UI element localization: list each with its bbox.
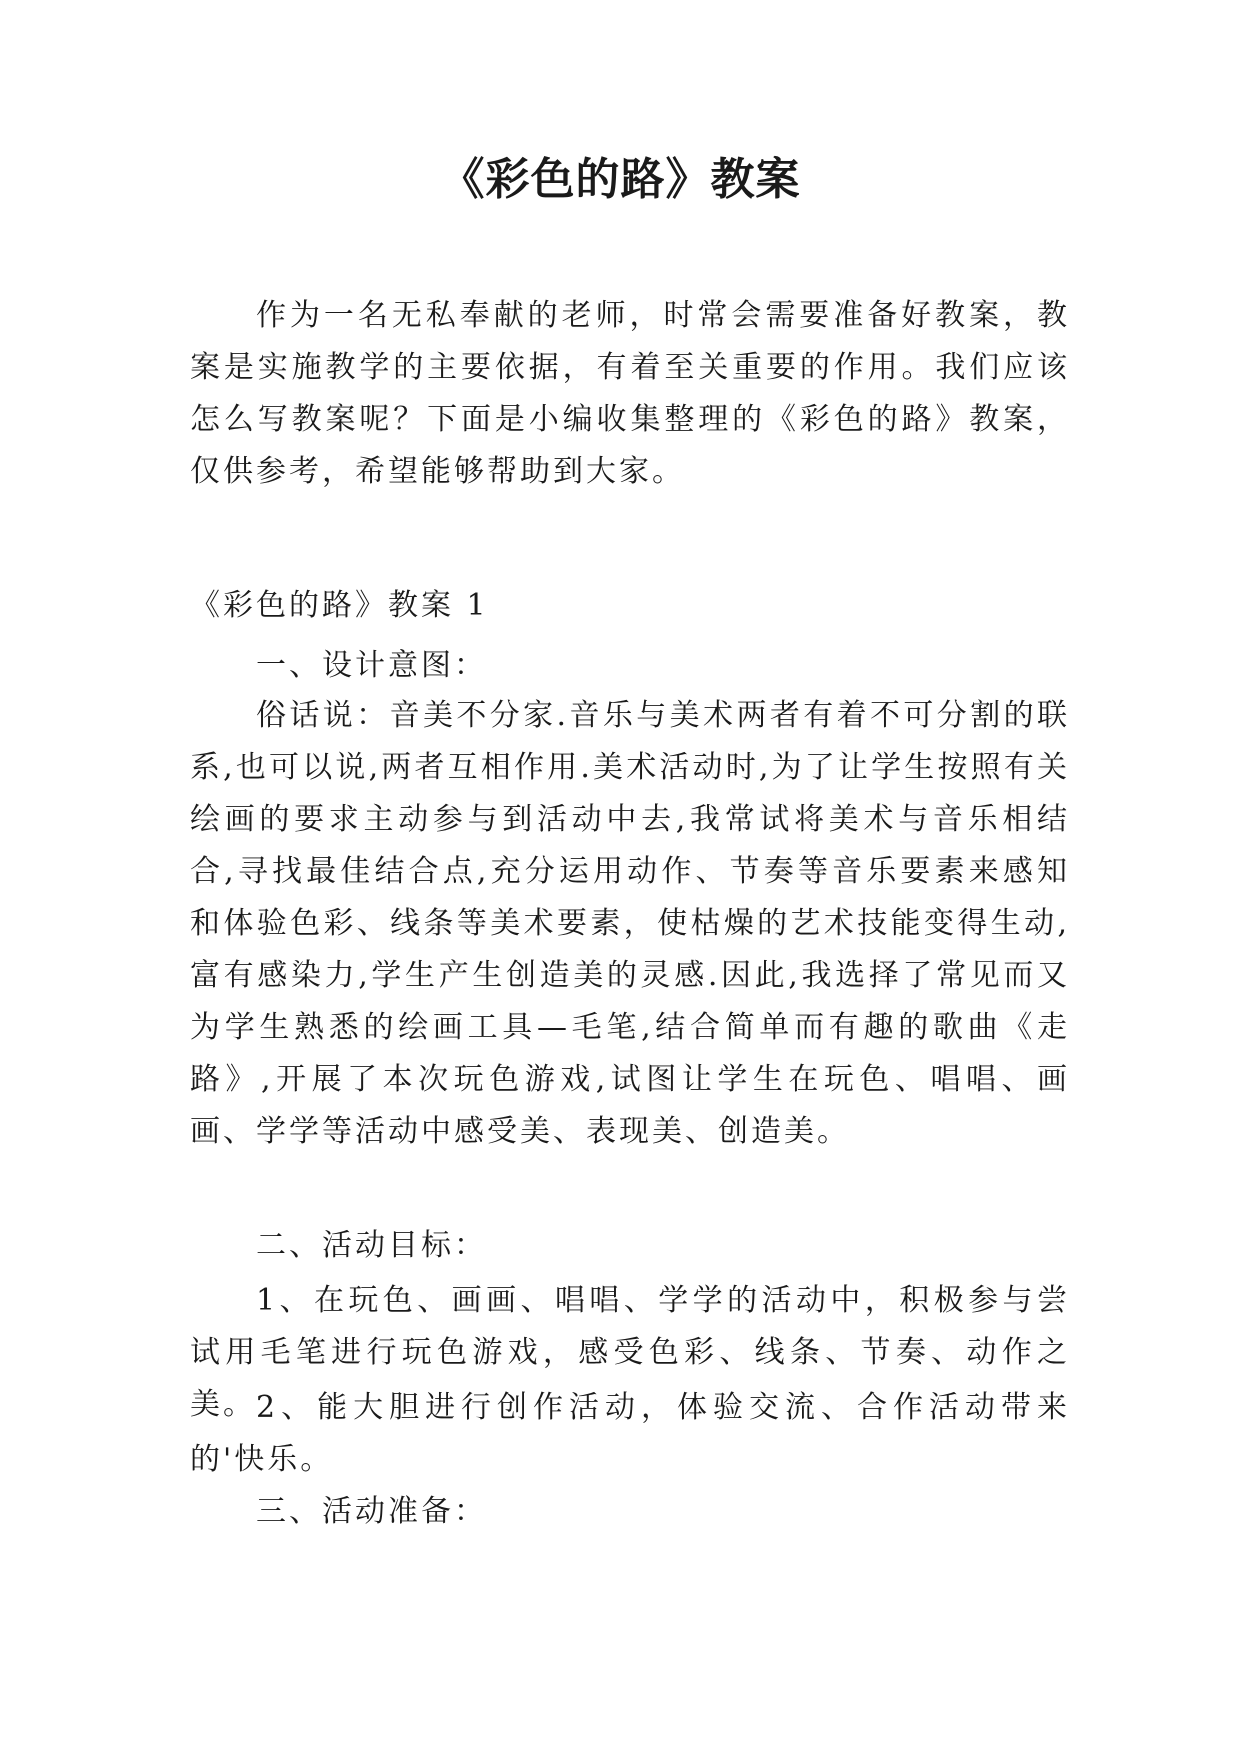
design-intent-paragraph: 俗话说：音美不分家.音乐与美术两者有着不可分割的联系,也可以说,两者互相作用.美术活动时,为了让学生按照有关绘画的要求主动参与到活动中去,我常试将美术与音乐相结合,寻找最佳结合点,充分运用动作、节奏等音乐要素来感知和体验色彩、线条等美术要素，使枯燥的艺术技能变得生动,富有感染力,学生产生创造美的灵感.因此,我选择了常见而又为学生熟悉的绘画工具—毛笔,结合简单而有趣的歌曲《走路》,开展了本次玩色游戏,试图让学生在玩色、唱唱、画画、学学等活动中感受美、表现美、创造美。 <box>190 698 1070 1149</box>
section-heading: 《彩色的路》教案 1 <box>190 588 489 623</box>
activity-prep-heading: 三、活动准备： <box>256 1494 487 1529</box>
design-intent-heading: 一、设计意图： <box>256 648 487 683</box>
activity-goal-2: 2、能大胆进行创作活动，体验交流、合作活动带来的'快乐。 <box>190 1390 1070 1477</box>
document-title: 《彩色的路》教案 <box>440 154 801 205</box>
activity-goals-heading: 二、活动目标： <box>256 1228 487 1263</box>
activity-goal-1: 1、在玩色、画画、唱唱、学学的活动中，积极参与尝试用毛笔进行玩色游戏，感受色彩、线条、节奏、动作之美。 <box>190 1283 1070 1422</box>
intro-paragraph: 作为一名无私奉献的老师，时常会需要准备好教案，教案是实施教学的主要依据，有着至关重要的作用。我们应该怎么写教案呢？下面是小编收集整理的《彩色的路》教案，仅供参考，希望能够帮助到大家。 <box>190 298 1070 489</box>
